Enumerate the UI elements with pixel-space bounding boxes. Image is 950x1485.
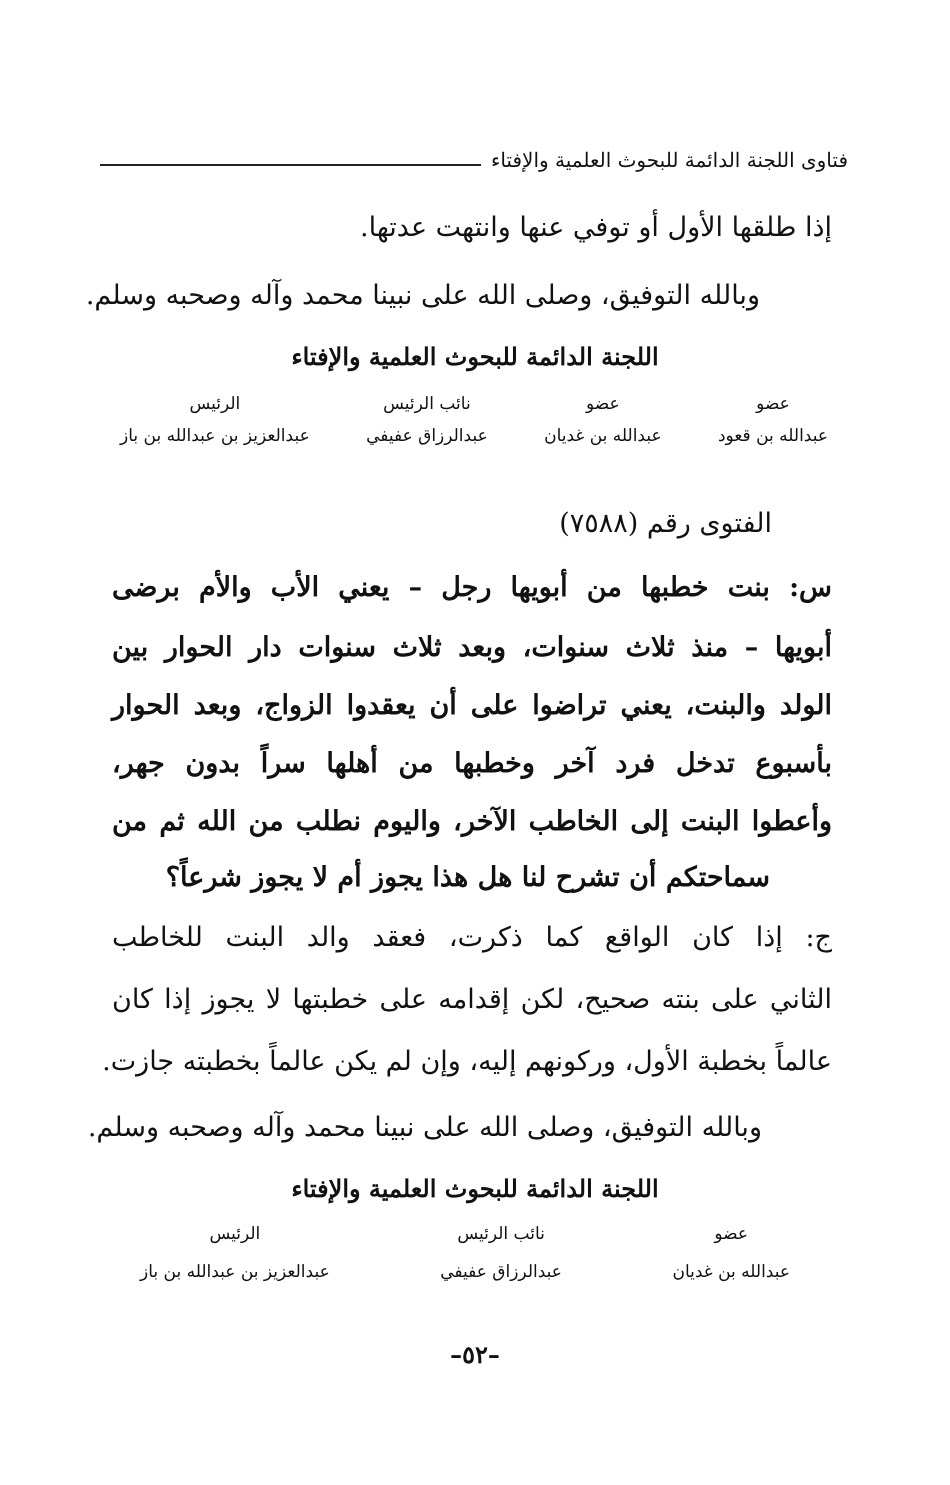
- signatory-name: عبدالرزاق عفيفي: [440, 1262, 562, 1282]
- question-line: الولد والبنت، يعني تراضوا على أن يعقدوا الزواج، وبعد الحوار: [112, 690, 832, 721]
- signatory-role: نائب الرئيس: [457, 1224, 545, 1244]
- answer-line: الثاني على بنته صحيح، لكن إقدامه على خطبتها لا يجوز إذا كان: [112, 984, 832, 1015]
- signatory-role: عضو: [756, 394, 790, 414]
- signatory-role: عضو: [714, 1224, 749, 1244]
- question-line: س: بنت خطبها من أبويها رجل – يعني الأب والأم برضى: [112, 572, 832, 603]
- page-number: –٥٢–: [450, 1340, 500, 1369]
- signatory: [718, 394, 828, 446]
- signatory: [440, 1224, 562, 1282]
- prev-fatwa-ending: إذا طلقها الأول أو توفي عنها وانتهت عدتها.: [360, 212, 832, 243]
- answer-line: عالماً بخطبة الأول، وركونهم إليه، وإن لم يكن عالماً بخطبته جازت.: [102, 1046, 832, 1077]
- signatory-name: عبدالله بن قعود: [717, 426, 828, 446]
- answer-line: ج: إذا كان الواقع كما ذكرت، فعقد والد البنت للخاطب: [112, 922, 832, 953]
- signatures: [140, 1224, 790, 1282]
- signatory: [544, 394, 662, 446]
- signatory-name: عبدالله بن غديان: [672, 1262, 790, 1282]
- header-rule: [100, 164, 481, 166]
- signatory-role: عضو: [586, 394, 620, 414]
- signatory: [120, 394, 310, 446]
- signatory-name: عبدالرزاق عفيفي: [366, 426, 488, 446]
- question-line: أبويها – منذ ثلاث سنوات، وبعد ثلاث سنوات دار الحوار بين: [112, 632, 832, 663]
- signatory: [366, 394, 488, 446]
- signatory-role: الرئيس: [209, 1224, 261, 1244]
- prev-signatures: [120, 394, 828, 446]
- fatwa-closing: وبالله التوفيق، وصلى الله على نبينا محمد وآله وصحبه وسلم.: [87, 1112, 762, 1143]
- signatory-name: عبدالله بن غديان: [544, 426, 662, 446]
- question-line: سماحتكم أن تشرح لنا هل هذا يجوز أم لا يجوز شرعاً؟: [165, 862, 770, 893]
- fatwa-number-heading: الفتوى رقم (٧٥٨٨): [559, 508, 772, 539]
- running-header: [100, 140, 848, 180]
- signatory-role: نائب الرئيس: [383, 394, 471, 414]
- prev-fatwa-closing: وبالله التوفيق، وصلى الله على نبينا محمد وآله وصحبه وسلم.: [85, 280, 760, 311]
- question-line: وأعطوا البنت إلى الخاطب الآخر، واليوم نطلب من الله ثم من: [112, 806, 832, 837]
- question-line: بأسبوع تدخل فرد آخر وخطبها من أهلها سراً بدون جهر،: [112, 748, 832, 779]
- signatory-role: الرئيس: [189, 394, 241, 414]
- signatory: [672, 1224, 790, 1282]
- signatory: [140, 1224, 330, 1282]
- header-title: فتاوى اللجنة الدائمة للبحوث العلمية والإفتاء: [490, 148, 848, 172]
- signatory-name: عبدالعزيز بن عبدالله بن باز: [140, 1262, 330, 1282]
- prev-committee-title: اللجنة الدائمة للبحوث العلمية والإفتاء: [291, 342, 659, 371]
- committee-title: اللجنة الدائمة للبحوث العلمية والإفتاء: [291, 1174, 659, 1203]
- signatory-name: عبدالعزيز بن عبدالله بن باز: [120, 426, 310, 446]
